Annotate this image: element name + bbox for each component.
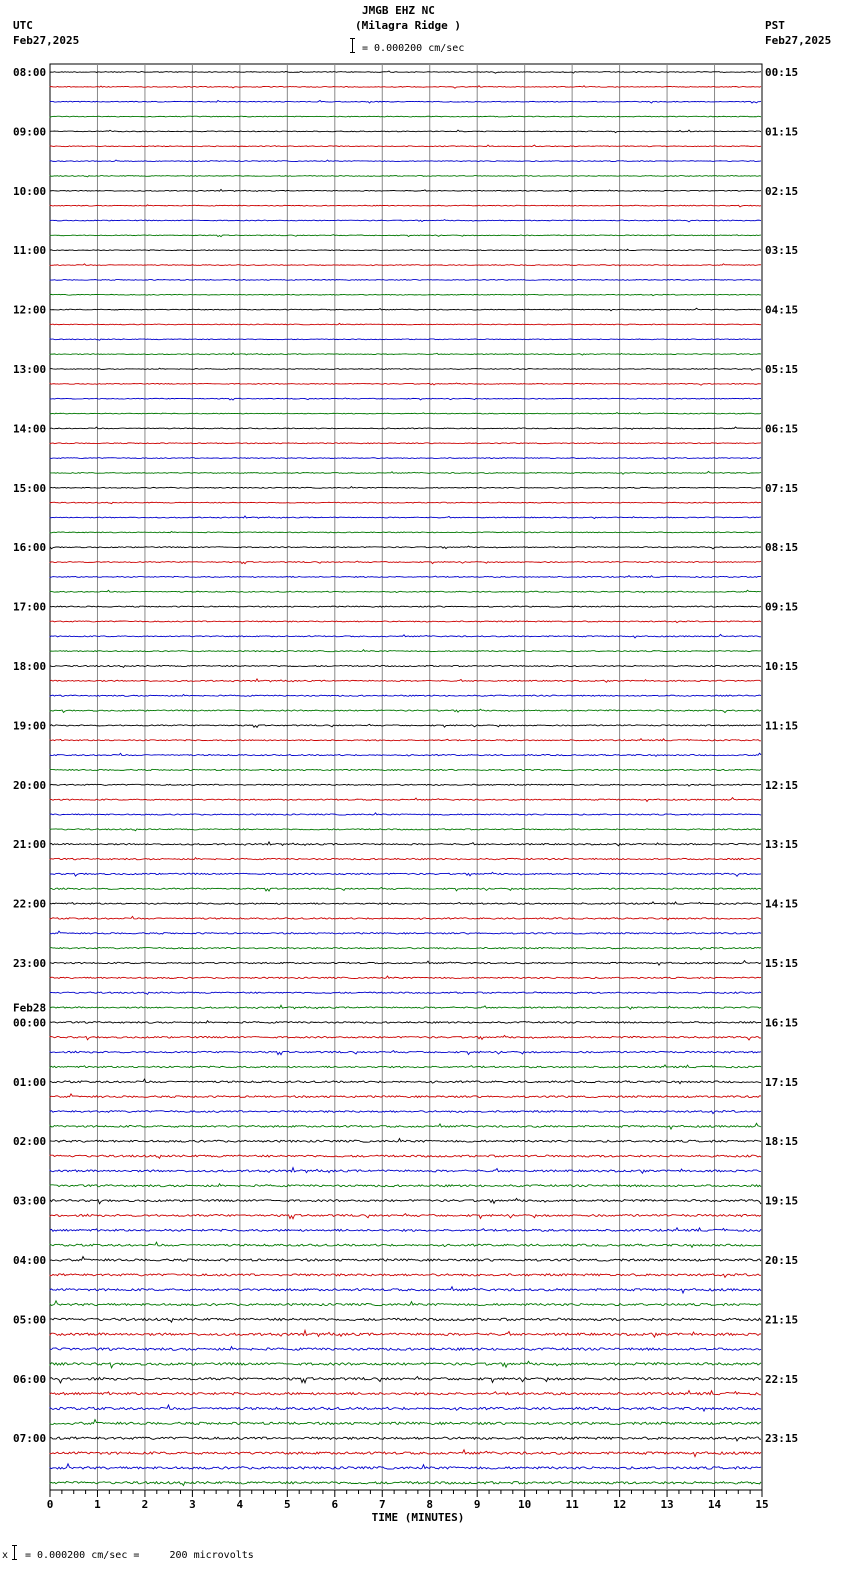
trace-line xyxy=(50,205,761,207)
trace-line xyxy=(50,516,761,519)
trace-line xyxy=(50,1391,761,1395)
trace-line xyxy=(50,1301,761,1306)
left-hour-label: 11:00 xyxy=(13,244,47,258)
x-tick-label: 10 xyxy=(518,1498,532,1511)
footer-scale-text: = 0.000200 cm/sec = 200 microvolts xyxy=(25,1550,254,1561)
trace-line xyxy=(50,71,761,73)
trace-line xyxy=(50,1347,761,1351)
trace-line xyxy=(50,1168,761,1174)
trace-line xyxy=(50,606,761,607)
right-hour-label: 12:15 xyxy=(765,778,799,792)
right-hour-label: 04:15 xyxy=(765,303,799,317)
right-hour-label: 01:15 xyxy=(765,125,799,139)
left-hour-label: 09:00 xyxy=(13,125,47,139)
trace-line xyxy=(50,842,761,846)
left-hour-label: 19:00 xyxy=(13,719,47,733)
right-hour-label: 19:15 xyxy=(765,1194,799,1208)
trace-line xyxy=(50,86,761,88)
trace-line xyxy=(50,1377,761,1383)
right-hour-label: 10:15 xyxy=(765,660,799,673)
x-tick-label: 6 xyxy=(331,1498,339,1511)
left-hour-label: 20:00 xyxy=(13,778,47,792)
right-hour-label: 06:15 xyxy=(765,422,799,436)
trace-line xyxy=(50,220,761,222)
trace-line xyxy=(50,398,761,400)
trace-line xyxy=(50,872,761,876)
trace-line xyxy=(50,235,761,237)
right-hour-label: 20:15 xyxy=(765,1254,799,1267)
plot-frame xyxy=(50,64,762,1490)
footer-prefix: x xyxy=(2,1550,9,1561)
trace-line xyxy=(50,160,761,161)
trace-line xyxy=(50,590,761,593)
right-hour-label: 18:15 xyxy=(765,1135,799,1149)
trace-line xyxy=(50,1464,761,1469)
trace-line xyxy=(50,1318,761,1322)
right-hour-label: 02:15 xyxy=(765,184,799,198)
trace-line xyxy=(50,427,761,429)
trace-line xyxy=(50,561,761,564)
trace-line xyxy=(50,383,761,385)
trace-line xyxy=(50,249,761,250)
x-tick-label: 12 xyxy=(612,1498,627,1511)
left-hour-label: 22:00 xyxy=(13,897,47,911)
trace-line xyxy=(50,323,761,324)
trace-line xyxy=(50,280,761,281)
trace-line xyxy=(50,650,761,652)
right-hour-label: 03:15 xyxy=(765,244,799,258)
trace-line xyxy=(50,294,761,295)
right-hour-label: 22:15 xyxy=(765,1372,799,1386)
x-axis-label: TIME (MINUTES) xyxy=(371,1511,465,1524)
left-hour-label: 12:00 xyxy=(13,303,47,317)
trace-line xyxy=(50,753,761,756)
trace-line xyxy=(50,1287,761,1293)
trace-line xyxy=(50,724,761,727)
right-hour-label: 05:15 xyxy=(765,363,799,376)
trace-line xyxy=(50,798,761,802)
trace-line xyxy=(50,829,761,831)
trace-line xyxy=(50,308,761,311)
right-timezone: PST xyxy=(765,19,785,32)
trace-line xyxy=(50,413,761,414)
trace-line xyxy=(50,1361,761,1368)
left-hour-label: 05:00 xyxy=(13,1313,47,1327)
left-hour-label: 16:00 xyxy=(13,541,47,555)
left-hour-label: 02:00 xyxy=(13,1135,47,1149)
right-date: Feb27,2025 xyxy=(765,34,832,47)
trace-line xyxy=(50,1123,761,1129)
trace-line xyxy=(50,634,761,638)
right-hour-label: 08:15 xyxy=(765,541,799,555)
scale-text: = 0.000200 cm/sec xyxy=(362,43,465,54)
trace-line xyxy=(50,621,761,623)
right-hour-label: 09:15 xyxy=(765,600,799,614)
x-tick-label: 1 xyxy=(94,1498,101,1511)
trace-line xyxy=(50,1184,761,1187)
left-hour-label: 01:00 xyxy=(13,1075,47,1089)
trace-line xyxy=(50,1005,761,1009)
trace-line xyxy=(50,679,761,682)
trace-line xyxy=(50,694,761,696)
right-hour-label: 23:15 xyxy=(765,1432,799,1446)
trace-line xyxy=(50,1257,761,1262)
x-tick-label: 11 xyxy=(565,1498,579,1511)
station-location: (Milagra Ridge ) xyxy=(355,19,461,32)
right-hour-label: 11:15 xyxy=(765,719,799,733)
trace-line xyxy=(50,1094,761,1098)
right-hour-label: 17:15 xyxy=(765,1075,799,1089)
left-hour-label: 17:00 xyxy=(13,600,47,614)
trace-line xyxy=(50,487,761,489)
trace-line xyxy=(50,100,761,103)
trace-line xyxy=(50,1405,761,1411)
left-hour-label: 18:00 xyxy=(13,660,47,673)
trace-line xyxy=(50,992,761,994)
trace-line xyxy=(50,1021,761,1023)
left-timezone: UTC xyxy=(13,19,33,32)
trace-line xyxy=(50,769,761,770)
trace-line xyxy=(50,176,761,177)
trace-line xyxy=(50,1330,761,1337)
left-hour-label: 21:00 xyxy=(13,838,47,852)
left-hour-label: 23:00 xyxy=(13,957,47,970)
trace-line xyxy=(50,739,761,741)
x-tick-label: 0 xyxy=(46,1498,54,1511)
trace-line xyxy=(50,339,761,340)
trace-line xyxy=(50,189,761,191)
trace-line xyxy=(50,784,761,786)
trace-line xyxy=(50,502,761,503)
trace-line xyxy=(50,1242,761,1247)
trace-line xyxy=(50,976,761,979)
trace-line xyxy=(50,1482,761,1486)
left-hour-label: 14:00 xyxy=(13,422,47,436)
left-hour-label: 06:00 xyxy=(13,1372,47,1386)
trace-line xyxy=(50,709,761,712)
trace-line xyxy=(50,264,761,266)
left-hour-label: 13:00 xyxy=(13,363,47,376)
trace-line xyxy=(50,576,761,578)
x-tick-label: 4 xyxy=(236,1498,244,1511)
trace-line xyxy=(50,947,761,949)
trace-line xyxy=(50,887,761,891)
trace-line xyxy=(50,858,761,860)
right-hour-label: 21:15 xyxy=(765,1313,799,1327)
trace-line xyxy=(50,902,761,905)
trace-line xyxy=(50,1079,761,1084)
x-tick-label: 14 xyxy=(707,1498,722,1511)
trace-line xyxy=(50,1437,761,1441)
left-hour-label: 00:00 xyxy=(13,1016,47,1030)
day-marker-label: Feb28 xyxy=(13,1001,47,1015)
trace-line xyxy=(50,1051,761,1055)
left-hour-label: 07:00 xyxy=(13,1432,47,1446)
x-tick-label: 8 xyxy=(426,1498,434,1511)
trace-line xyxy=(50,931,761,934)
x-tick-label: 13 xyxy=(660,1498,674,1511)
x-tick-label: 3 xyxy=(189,1498,196,1511)
right-hour-label: 13:15 xyxy=(765,838,799,852)
trace-line xyxy=(50,1111,761,1114)
trace-line xyxy=(50,353,761,355)
trace-line xyxy=(50,130,761,133)
right-hour-label: 16:15 xyxy=(765,1016,799,1030)
trace-line xyxy=(50,1214,761,1219)
trace-line xyxy=(50,1198,761,1204)
trace-line xyxy=(50,546,761,549)
right-hour-label: 14:15 xyxy=(765,897,799,911)
trace-line xyxy=(50,1035,761,1040)
left-hour-label: 03:00 xyxy=(13,1194,47,1208)
trace-line xyxy=(50,916,761,920)
right-hour-label: 00:15 xyxy=(765,66,799,79)
x-tick-label: 7 xyxy=(378,1498,386,1511)
trace-line xyxy=(50,665,761,667)
right-hour-label: 07:15 xyxy=(765,481,799,495)
trace-line xyxy=(50,1420,761,1425)
x-tick-label: 9 xyxy=(473,1498,481,1511)
trace-line xyxy=(50,1450,761,1457)
trace-line xyxy=(50,1228,761,1232)
trace-line xyxy=(50,531,761,532)
trace-line xyxy=(50,961,761,966)
left-hour-label: 10:00 xyxy=(13,184,47,198)
left-hour-label: 08:00 xyxy=(13,66,47,79)
trace-line xyxy=(50,1274,761,1278)
trace-line xyxy=(50,813,761,815)
trace-line xyxy=(50,145,761,147)
left-hour-label: 15:00 xyxy=(13,481,47,495)
left-date: Feb27,2025 xyxy=(13,34,80,47)
trace-line xyxy=(50,471,761,474)
trace-line xyxy=(50,1139,761,1143)
trace-line xyxy=(50,116,761,117)
station-title: JMGB EHZ NC xyxy=(362,4,435,17)
trace-line xyxy=(50,443,761,444)
trace-line xyxy=(50,1065,761,1068)
trace-line xyxy=(50,368,761,370)
x-tick-label: 15 xyxy=(755,1498,769,1511)
footer-scale-bar-icon xyxy=(12,1545,17,1560)
trace-line xyxy=(50,1155,761,1158)
left-hour-label: 04:00 xyxy=(13,1254,47,1267)
right-hour-label: 15:15 xyxy=(765,957,799,970)
x-tick-label: 2 xyxy=(141,1498,149,1511)
trace-line xyxy=(50,458,761,459)
x-tick-label: 5 xyxy=(284,1498,291,1511)
